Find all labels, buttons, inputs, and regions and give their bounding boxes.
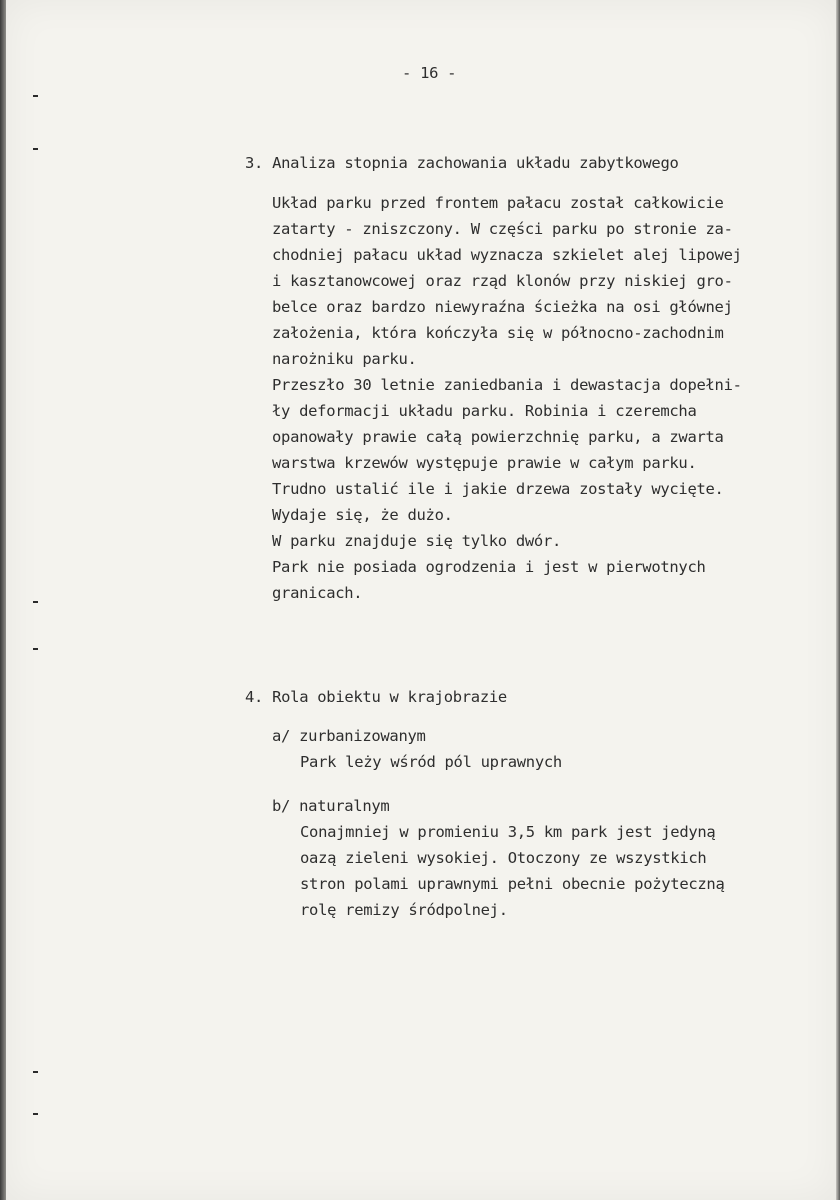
section-3-heading: 3. Analiza stopnia zachowania układu zabytkowego [245,154,679,172]
body-line: zatarty - zniszczony. W części parku po stronie za- [272,220,733,238]
subsection-a-line: Park leży wśród pól uprawnych [300,753,562,771]
subsection-b-label: b/ naturalnym [272,797,390,815]
page-right-edge [836,0,840,1200]
page-left-edge [0,0,6,1200]
body-line: Park nie posiada ogrodzenia i jest w pierwotnych [272,558,706,576]
subsection-a-label: a/ zurbanizowanym [272,727,426,745]
body-line: narożniku parku. [272,350,417,368]
body-line: Przeszło 30 letnie zaniedbania i dewastacja dopełni- [272,376,742,394]
body-line: Wydaje się, że dużo. [272,506,453,524]
margin-tick [33,148,38,150]
margin-tick [33,601,38,603]
margin-tick [33,1113,38,1115]
body-line: Układ parku przed frontem pałacu został całkowicie [272,194,724,212]
body-line: i kasztanowcowej oraz rząd klonów przy niskiej gro- [272,272,733,290]
body-line: opanowały prawie całą powierzchnię parku, a zwarta [272,428,724,446]
document-page [6,0,836,1200]
margin-tick [33,95,38,97]
subsection-b-line: oazą zieleni wysokiej. Otoczony ze wszystkich [300,849,707,867]
body-line: ły deformacji układu parku. Robinia i czeremcha [272,402,697,420]
body-line: granicach. [272,584,363,602]
body-line: belce oraz bardzo niewyraźna ścieżka na osi głównej [272,298,733,316]
body-line: chodniej pałacu układ wyznacza szkielet alej lipowej [272,246,742,264]
subsection-b-line: stron polami uprawnymi pełni obecnie pożyteczną [300,875,725,893]
margin-tick [33,648,38,650]
margin-tick [33,1071,38,1073]
body-line: warstwa krzewów występuje prawie w całym parku. [272,454,697,472]
body-line: W parku znajduje się tylko dwór. [272,532,562,550]
body-line: założenia, która kończyła się w północno-zachodnim [272,324,724,342]
section-4-heading: 4. Rola obiektu w krajobrazie [245,688,507,706]
body-line: Trudno ustalić ile i jakie drzewa zostały wycięte. [272,480,724,498]
subsection-b-line: Conajmniej w promieniu 3,5 km park jest jedyną [300,823,716,841]
page-number: - 16 - [402,64,457,82]
subsection-b-line: rolę remizy śródpolnej. [300,901,508,919]
